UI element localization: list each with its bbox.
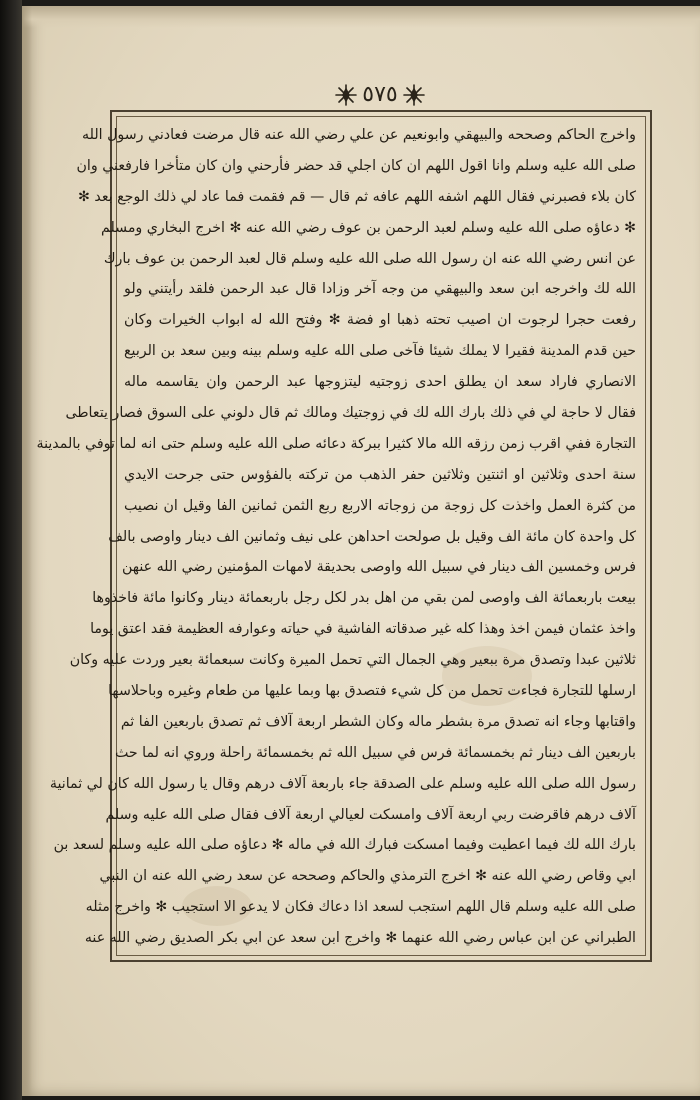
- text-line: واقتابها وجاء انه تصدق مرة بشطر ماله وكان الشطر اربعة آلاف ثم تصدق باربعين الفا ثم: [120, 713, 636, 730]
- text-line: كان بلاء فصبرني فقال اللهم اشفه اللهم عافه ثم قال — قم فقمت فما عاد لي ذلك الوجع بعد ✻: [77, 188, 636, 205]
- text-line: ارسلها للتجارة فجاءت تحمل من كل شيء فتصدق بها وبما عليها من طعام وغيره وباحلاسها: [108, 683, 636, 700]
- text-line: ثلاثين عبدا وتصدق مرة ببعير وهي الجمال التي تحمل الميرة وكانت سبعمائة بعير وردت عليه وكان: [69, 652, 636, 669]
- text-line: التجارة ففي اقرب زمن رزقه الله مالا كثيرا ببركة دعائه صلى الله عليه وسلم حتى انه لما توفي بالمدينة: [36, 435, 636, 452]
- text-line: الله لك واخرجه ابن سعد والبيهقي من وجه آخر وزادا قال عبد الرحمن فلقد رأيتني ولو: [124, 281, 636, 298]
- text-line: حين قدم المدينة فقيرا لا يملك شيئا فآخى صلى الله عليه وسلم بينه وبين سعد بن الربيع: [124, 343, 636, 360]
- text-line: الانصاري فاراد سعد ان يطلق احدى زوجتيه ليتزوجها عبد الرحمن وان يقاسمه ماله: [124, 374, 636, 391]
- text-line: عن انس رضي الله عنه ان رسول الله صلى الله عليه وسلم قال لعبد الرحمن بن عوف بارك: [103, 250, 636, 267]
- ornament-icon: [402, 83, 426, 107]
- text-line: فرس وخمسين الف دينار في سبيل الله واوصى بحديقة لامهات المؤمنين رضي الله عنهن: [121, 559, 636, 576]
- page-top-edge: [22, 6, 700, 28]
- ornament-icon: [334, 83, 358, 107]
- page-header: [300, 78, 460, 112]
- text-line: واخذ عثمان فيمن اخذ وهذا كله غير صدقاته الفاشية في حياته وعوارفه العظيمة فقد اعتق يوما: [90, 621, 636, 638]
- text-line: صلى الله عليه وسلم وانا اقول اللهم ان كان اجلي قد حضر فأرحني وان كان متأخرا فارفعني وان: [76, 157, 636, 174]
- page-number: ٥٧٥: [362, 82, 398, 107]
- text-line: كل واحدة كان مائة الف وقيل بل صولحت احداهن على نيف وثمانين الف دينار واوصى بالف: [108, 528, 636, 545]
- text-line: صلى الله عليه وسلم قال اللهم استجب لسعد اذا دعاك فكان لا يدعو الا استجيب ✻ واخرج مثله: [85, 899, 636, 916]
- text-line: باربعين الف دينار ثم بخمسمائة فرس في سبيل الله ثم بخمسمائة راحلة وروي انه لما حث: [114, 744, 636, 761]
- book-binding-shadow: [0, 0, 22, 1100]
- text-line: رفعت حجرا لرجوت ان اصيب تحته ذهبا او فضة ✻ وفتح الله له ابواب الخيرات وكان: [124, 312, 636, 329]
- text-line: واخرج الحاكم وصححه والبيهقي وابونعيم عن علي رضي الله عنه قال مرضت فعادني رسول الله: [82, 127, 636, 143]
- text-line: ✻ دعاؤه صلى الله عليه وسلم لعبد الرحمن بن عوف رضي الله عنه ✻ اخرج البخاري ومسلم: [101, 219, 636, 236]
- text-body: [36, 120, 636, 955]
- text-line: رسول الله صلى الله عليه وسلم على الصدقة جاء باربعة آلاف درهم وقال يا رسول الله كان لي ثمانية: [49, 775, 636, 792]
- text-line: سنة احدى وثلاثين او اثنتين وثلاثين حفر الذهب من تركته بالفؤوس حتى جرحت الايدي: [124, 466, 636, 483]
- text-line: فقال لا حاجة لي في ذلك بارك الله لك في زوجتيك ومالك ثم قال دلوني على السوق فصار يتعاطى: [65, 405, 636, 422]
- text-line: الطبراني عن ابن عباس رضي الله عنهما ✻ واخرج ابن سعد عن ابي بكر الصديق رضي الله عنه: [84, 930, 636, 947]
- text-line: بارك الله لك فيما اعطيت وفيما امسكت فبارك الله في ماله ✻ دعاؤه صلى الله عليه وسلم لسعد بن: [53, 837, 636, 854]
- text-line: ابي وقاص رضي الله عنه ✻ اخرج الترمذي والحاكم وصححه عن سعد رضي الله عنه ان النبي: [99, 868, 636, 885]
- text-line: من كثرة العمل واخذت كل زوجة من زوجاته الاربع ربع الثمن ثمانين الفا وقيل ان نصيب: [124, 497, 636, 514]
- text-line: آلاف درهم فاقرضت ربي اربعة آلاف وامسكت لعيالي اربعة آلاف فقال صلى الله عليه وسلم: [105, 806, 636, 823]
- text-line: بيعت باربعمائة الف واوصى لمن بقي من اهل بدر لكل رجل باربعمائة دينار وكانوا مائة فاخذوها: [92, 590, 636, 607]
- page-gutter-edge: [22, 6, 32, 1096]
